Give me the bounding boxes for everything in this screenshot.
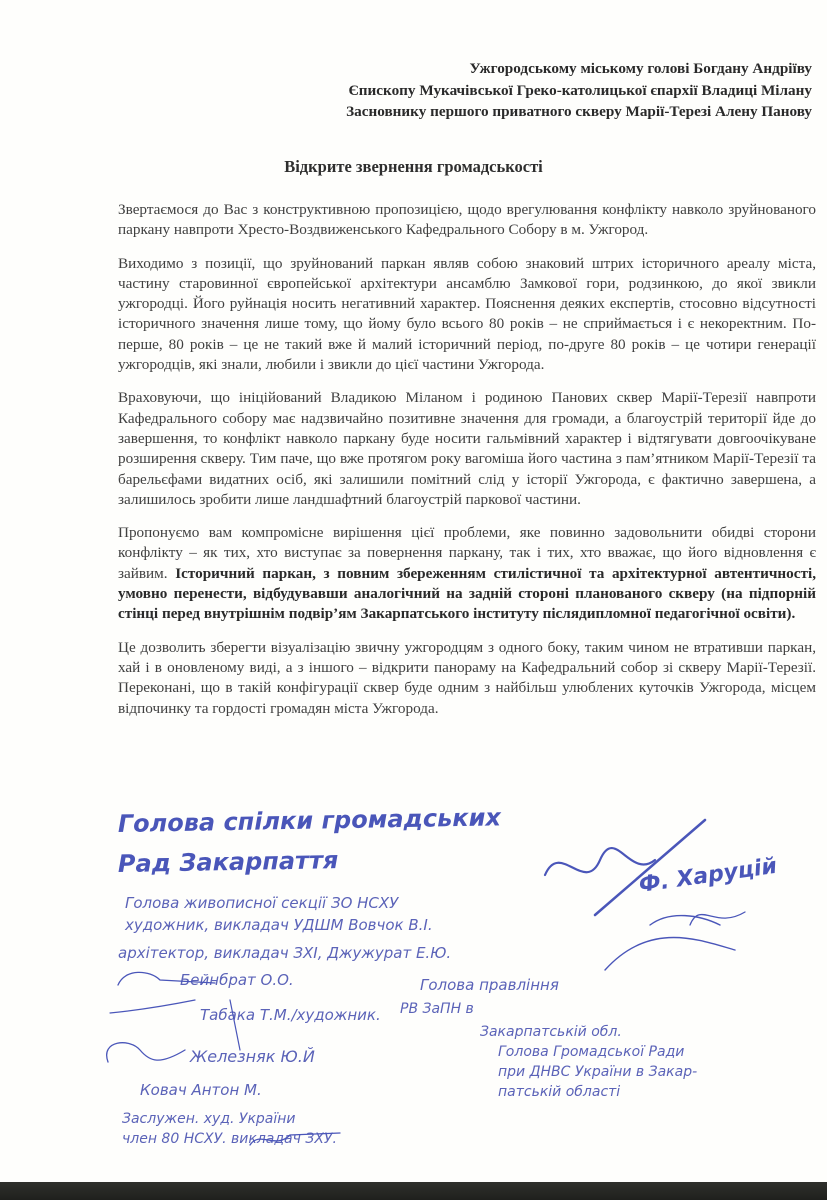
paragraph-bold-proposal: Історичний паркан, з повним збереженням стилістичної та архітектурної автентичності, умовно перенести, відбудувавши аналогічний на задній стороні планованого скверу (на підпорній стінці перед внутрішнім подвір’ям Закарпатського інституту післядипломної педагогічної освіти). <box>118 564 816 623</box>
handwritten-line: художник, викладач УДШМ Вовчок В.І. <box>125 916 433 934</box>
handwritten-line: Голова спілки громадських <box>117 803 502 838</box>
addressee-line: Єпископу Мукачівської Греко-католицької єпархії Владиці Мілану <box>348 81 812 99</box>
handwritten-line: при ДНВС України в Закар- <box>498 1064 698 1080</box>
signature-mark <box>605 916 735 970</box>
handwritten-line: Закарпатській обл. <box>480 1024 622 1040</box>
handwritten-line: Железняк Ю.Й <box>190 1047 315 1066</box>
handwritten-line: архітектор, викладач ЗХІ, Джужурат Е.Ю. <box>118 944 452 962</box>
signature-mark <box>545 848 655 875</box>
addressee-line: Ужгородському міському голові Богдану Андріїву <box>469 60 812 77</box>
document-title: Відкрите звернення громадськості <box>284 157 543 176</box>
paragraph: Виходимо з позиції, що зруйнований паркан являв собою знаковий штрих історичного ареалу міста, частину старовинної європейської архітектури ансамблю Замкової гори, родзинкою, до якої звикли ужгородці. Його руйнація носить негативний характер. Пояснення деяких експертів, стосовно відсутності історичного значення лише тому, що йому було всього 80 років – не сприймається і є некоректним. По-перше, 80 років – це не такий вже й малий історичний період, по-друге 80 років – це чотири генерації ужгородців, які знали, любили і звикли до цієї частини Ужгорода. <box>118 254 816 374</box>
paragraph: Звертаємося до Вас з конструктивною пропозицією, щодо врегулювання конфлікту навколо зруйнованого паркану навпроти Хресто-Воздвиженського Кафедрального Собору в м. Ужгород. <box>118 201 816 239</box>
signatures-image <box>0 800 827 1180</box>
addressee-block <box>192 58 812 123</box>
paragraph: Враховуючи, що ініційований Владикою Міланом і родиною Панових сквер Марії-Терезії навпроти Кафедрального собору має надзвичайно позитивне значення для громади, а благоустрій території йде до завершення, то конфлікт навколо паркану буде носити гальмівний характер і відтягувати довгоочікуване розширення скверу. Тим паче, що вже протягом року вагоміша його частина з пам’ятником Марії-Терезії та барельєфами видатних осіб, які залишили помітний слід у історії Ужгорода, є фактично завершена, а залишилось зробити лише ландшафтний благоустрій паркової частини. <box>118 389 816 508</box>
handwritten-line: патській області <box>498 1084 621 1100</box>
handwritten-line: Бейнбрат О.О. <box>180 971 294 989</box>
paragraph-text: Пропонуємо вам компромісне вирішення цієї проблеми, яке повинно задовольнити обидві сторони конфлікту – як тих, хто виступає за повернення паркану, так і тих, хто вважає, що його відновлення є зайвим. <box>118 524 816 582</box>
handwritten-line: Голова Громадської Ради <box>498 1044 685 1060</box>
paragraph: Це дозволить зберегти візуалізацію звичну ужгородцям з одного боку, таким чином не втративши паркан, хай і в оновленому виді, а з іншого – відкрити панораму на Кафедральний собор зі скверу Марії-Терезії. Переконані, що в такій конфігурації сквер буде одним з найбільш улюблених куточків Ужгорода, місцем відпочинку та гордості громадян міста Ужгорода. <box>118 638 816 717</box>
handwritten-line: Табака Т.М./художник. <box>200 1006 381 1024</box>
handwritten-line: Ф. Харуцій <box>637 853 779 898</box>
handwritten-line: Ковач Антон М. <box>140 1081 262 1099</box>
addressee-line: Засновнику першого приватного скверу Марії-Терезі Алену Панову <box>346 103 812 120</box>
handwritten-signatures <box>0 800 827 1180</box>
handwritten-line: РВ ЗаПН в <box>400 1001 474 1017</box>
handwritten-line: Голова правління <box>420 976 559 994</box>
signature-mark <box>107 1043 185 1062</box>
handwritten-line: член 80 НСХУ. викладач ЗХУ. <box>122 1131 337 1147</box>
handwritten-line: Голова живописної секції ЗО НСХУ <box>125 894 399 912</box>
paragraph <box>118 523 816 624</box>
handwritten-line: Заслужен. худ. України <box>122 1111 296 1127</box>
handwritten-line: Рад Закарпаття <box>117 846 339 878</box>
letter-body <box>118 200 816 732</box>
scan-bottom-edge <box>0 1182 827 1200</box>
